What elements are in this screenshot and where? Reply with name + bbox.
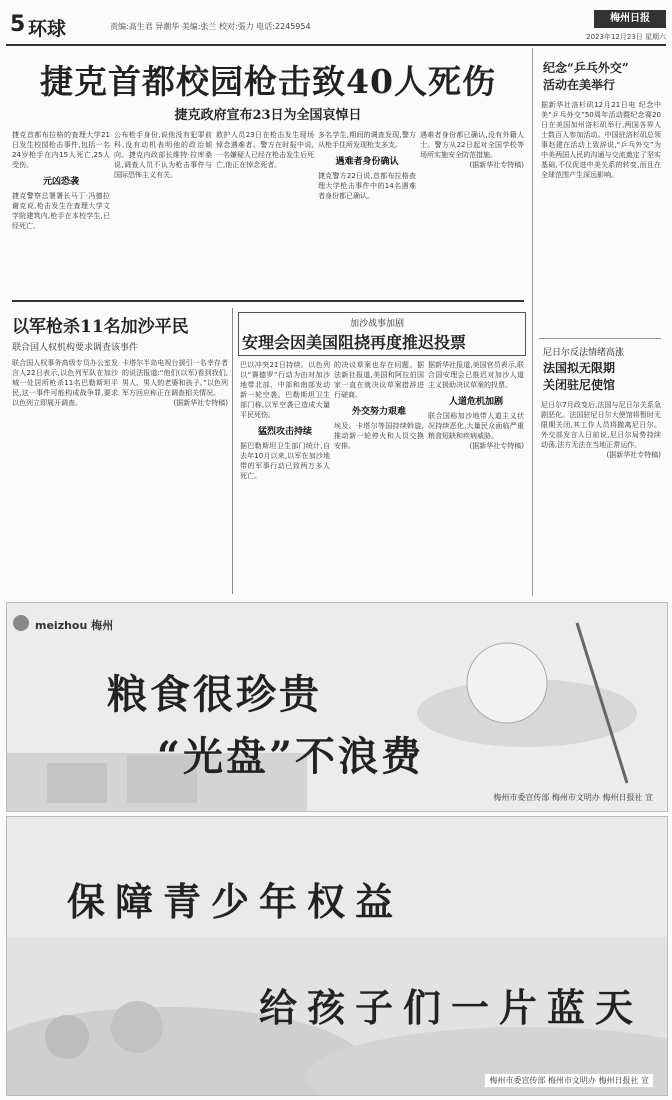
lead-column-4 [318,130,416,298]
ad1-rice-bowl [467,643,547,723]
lead-credit: (据新华社专特稿) [469,161,524,169]
story3-col2-subhead: 外交努力艰难 [351,407,406,417]
story3-col1-text: 巴以冲突21日持续。以色列以“赛德罗”行动为由对加沙地带北部、中部和南部发动新一轮空袭。巴勒斯坦卫生部门称,以军空袭已造成大量平民死伤。 [240,361,330,419]
ad1-slogan-line-1: 粮食很珍贵 [107,671,322,718]
lead-col5-text: 遇难者身份都已确认,没有外籍人士。警方从22日起对全国学校等场所实施安全防范措施。 [420,131,524,159]
niger-body [541,400,661,550]
story2-column-2 [122,358,228,590]
ad2-tree [111,1001,163,1053]
story3-col3-text: 据新华社报道,美国官员表示,联合国安理会已推迟对加沙人道主义援助决议草案的投票。 [428,361,524,389]
youth-rights-ad [6,816,668,1096]
ad1-logo-text [35,617,113,633]
lead-subheadline: 捷克政府宣布23日为全国哀悼日 [174,108,362,123]
story3-col1-subhead: 猛烈攻击持续 [257,427,312,437]
right-column [532,48,667,596]
gaza-civilians-headline: 以军枪杀11名加沙平民 [12,317,189,337]
story3-col2-text: 的决议草案也存在问题。据法新社报道,美国和阿拉伯国家一直在就决议草案措辞进行磋商。 [334,361,424,399]
lead-col1-text: 捷克首都布拉格的查理大学21日发生校园枪击事件,包括一名24岁枪手在内15人死亡,25人受伤。 [12,131,110,169]
pingpong-headline-2: 活动在美举行 [543,78,616,92]
column-rule [232,308,233,594]
lead-column-2 [114,130,212,298]
ad1-logo-mark [13,615,29,631]
lead-column-1 [12,130,110,298]
ad2-credit: 梅州市委宣传部 梅州市文明办 梅州日报社 宣 [485,1074,653,1087]
lead-headline: 捷克首都校园枪击致40人死伤 [40,62,496,101]
ad1-building [47,763,107,803]
lead-col4-subhead: 遇难者身份确认 [335,157,399,167]
lead-col1-subhead: 元凶恐袭 [42,177,79,187]
ad1-slogan-line-2: “光盘”不浪费 [157,733,425,780]
ad1-credit: 梅州市委宣传部 梅州市文明办 梅州日报社 宣 [493,793,653,802]
story3-column-2 [334,360,424,590]
story3-col1-tail: 据巴勒斯坦卫生部门统计,自去年10月以来,以军在加沙地带的军事行动已致两万多人死亡。 [240,442,330,480]
story2-column-1 [12,358,118,590]
lead-col4-tail: 捷克警方22日说,首都布拉格查理大学枪击事件中的14名遇难者身份都已确认。 [318,172,416,200]
masthead [6,6,666,46]
niger-headline-2: 关闭驻尼使馆 [543,378,616,392]
lead-column-5 [420,130,524,298]
story3-column-3 [428,360,524,590]
story2-credit: (据新华社专特稿) [173,399,228,407]
niger-credit: (据新华社专特稿) [606,451,661,459]
security-council-kicker: 加沙战事加剧 [350,319,405,329]
pingpong-headline-1: 纪念“乒乓外交” [543,61,629,75]
issue-date: 2023年12月23日 星期六 [586,33,666,41]
page-number: 5 [10,12,26,37]
food-saving-ad [6,602,668,812]
story3-col2-tail: 埃及、卡塔尔等国持续斡旋,推动新一轮停火和人员交换安排。 [334,422,424,450]
newspaper-logo: 梅州日报 [594,10,666,28]
gaza-civilians-subheadline: 联合国人权机构要求调查该事件 [12,343,139,353]
ad1-logo-pinyin: meizhou [35,619,88,632]
ad1-logo-name: 梅州 [91,619,114,632]
story3-column-1 [240,360,330,590]
pingpong-body-text: 据新华社洛杉矶12月21日电 纪念中美“乒乓外交”50周年活动暨纪念赛20日在美国加州洛杉矶举行,两国各界人士数百人参加活动。中国驻洛杉矶总领事赵建在活动上致辞说,“乒乓外交”为中美两国人民的沟通与交流奠定了坚实基础,不仅促进中美关系的转变,而且在全球范围产生深远影响。 [541,101,661,179]
security-council-headline: 安理会因美国阻挠再度推迟投票 [242,333,467,352]
lead-col1-tail: 捷克警察总署署长马丁·冯德拉谢克说,枪击发生在查理大学文学院建筑内,枪手在本校学生,已经死亡。 [12,192,110,230]
ad2-tree [45,1015,89,1059]
lead-col2-text: 公布枪手身份,说他没有犯罪前科,没有动机表明他的政治倾向。捷克内政部长维特·拉库桑说,调查人员不认为枪击事件与国际恐怖主义有关。 [114,131,212,179]
section-divider [12,300,524,302]
story2-col2-text: 卡塔尔半岛电视台援引一名幸存者的说法报道:“他们(以军)看到我们,男人、男人的老婆和孩子。”以色列军方回应称正在调查相关情况。 [122,359,228,397]
lead-col3-text: 救护人员23日在枪击发生现场悼念遇难者。警方在时报中说,一名嫌疑人已经在枪击发生后死亡,他正在悼念死者。 [216,131,314,169]
niger-headline-1: 法国拟无限期 [543,361,616,375]
ad2-slogan-line-2: 给孩子们一片蓝天 [259,985,644,1030]
lead-col4-text: 多名学生,期间的调查发现,警方从枪手住所发现枪支多支。 [318,131,416,149]
niger-body-text: 尼日尔7月政变后,法国与尼日尔关系急剧恶化。法国驻尼日尔大使馆将暂时无限期关闭,其工作人员将撤离尼日尔。外交部发言人日前说,尼日尔局势持续动荡,法方无法在当地正常运作。 [541,401,661,449]
niger-kicker: 尼日尔反法情绪高涨 [543,348,625,358]
lead-column-3 [216,130,314,298]
section-title: 环球 [28,18,67,40]
ad2-slogan-line-1: 保障青少年权益 [67,879,404,924]
ad2-background-art [7,817,667,1095]
editor-credits: 责编:高生君 异潮华 美编:张兰 校对:張力 电话:2245954 [110,22,311,31]
pingpong-body [541,100,661,330]
story2-col1-text: 联合国人权事务高级专员办公室发言人22日表示,以色列军队在加沙城一处居所枪杀11名巴勒斯坦平民,这一事件可能构成战争罪,要求以色列立即展开调查。 [12,359,118,407]
story3-col3-subhead: 人道危机加剧 [448,397,503,407]
story3-credit: (据新华社专特稿) [469,442,524,450]
story3-col3-tail: 联合国称加沙地带人道主义状况持续恶化,大量民众面临严重粮食短缺和疾病威胁。 [428,412,524,440]
